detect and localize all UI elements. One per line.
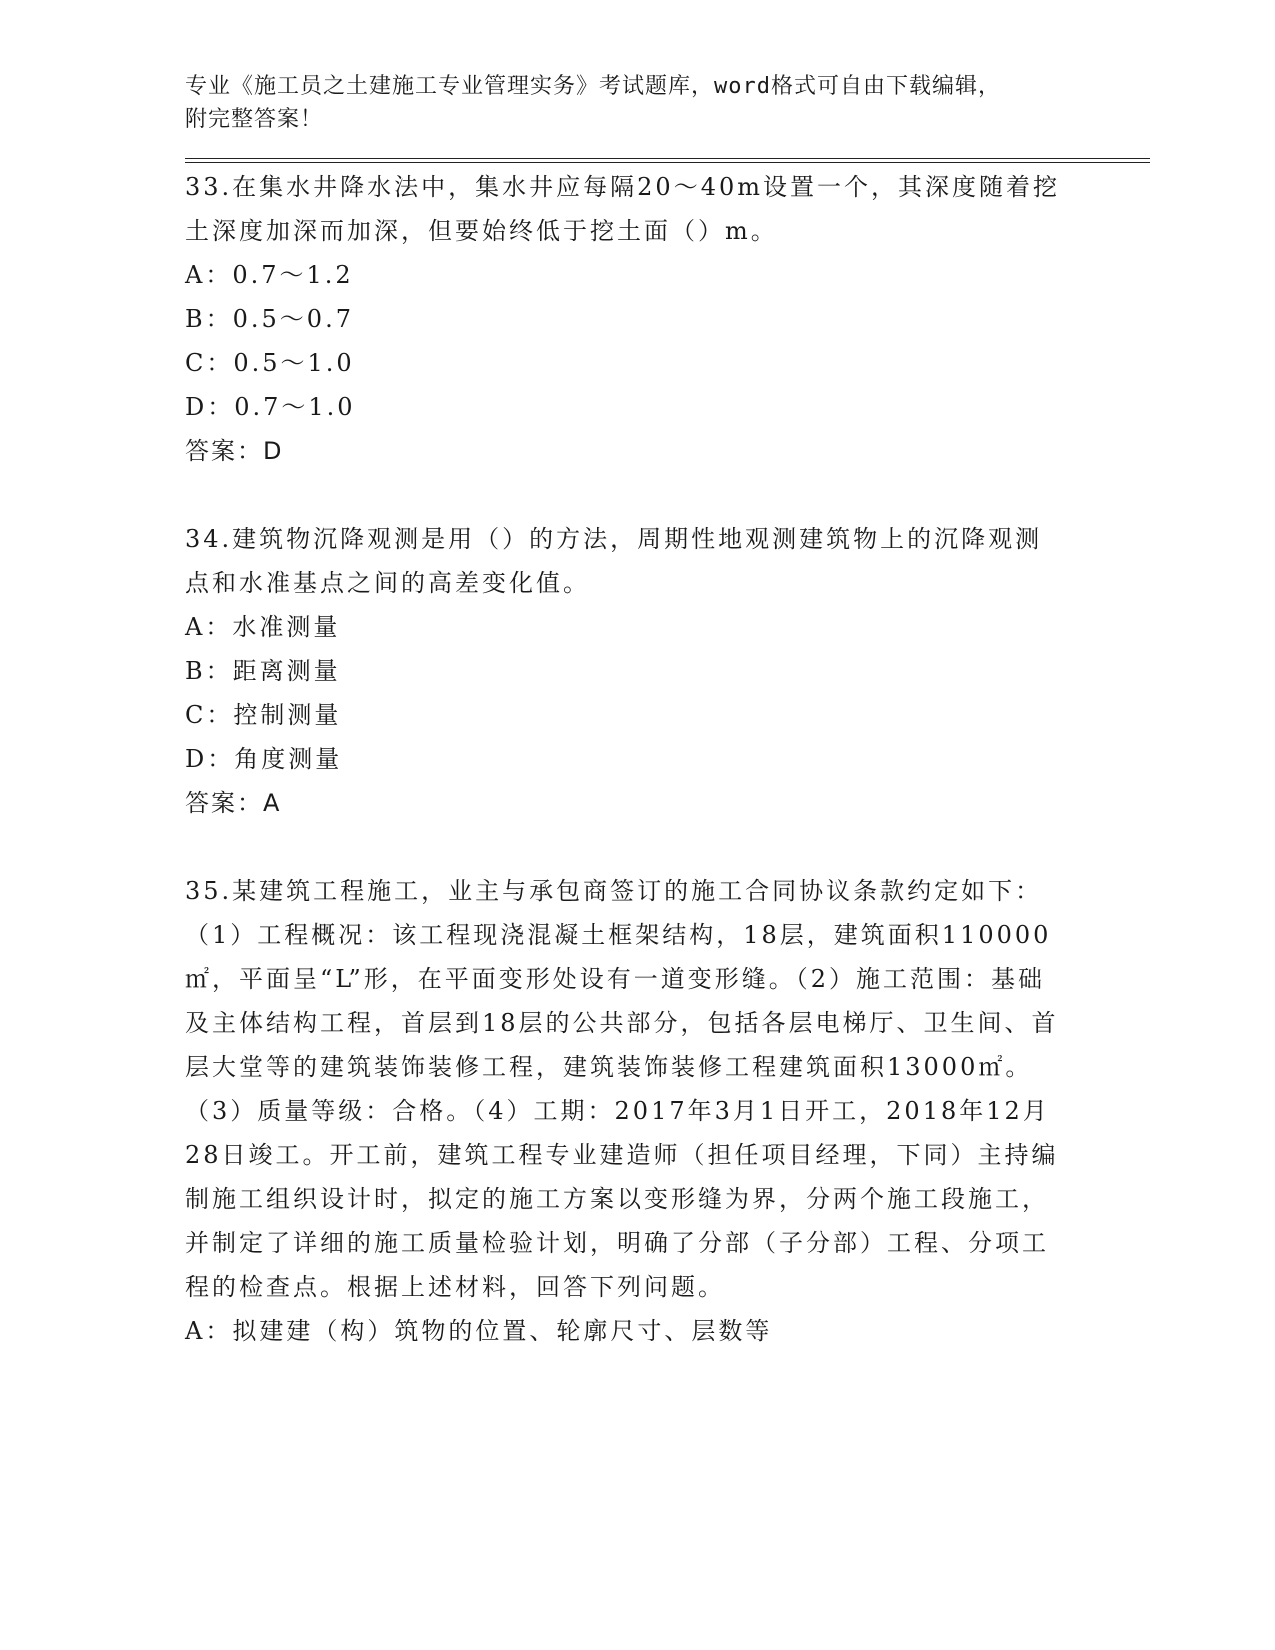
option-c: C：控制测量 [185, 701, 342, 729]
question-33 [185, 165, 1065, 473]
option-d: D：角度测量 [185, 745, 343, 773]
question-list [185, 165, 1065, 1353]
option-c: C：0.5～1.0 [185, 349, 355, 377]
question-stem: 33.在集水井降水法中，集水井应每隔20～40m设置一个，其深度随着挖土深度加深而加深，但要始终低于挖土面（）m。 [185, 173, 1061, 245]
option-a: A：0.7～1.2 [185, 261, 354, 289]
option-d: D：0.7～1.0 [185, 393, 356, 421]
question-stem: 34.建筑物沉降观测是用（）的方法，周期性地观测建筑物上的沉降观测点和水准基点之间的高差变化值。 [185, 525, 1043, 597]
option-b: B：0.5～0.7 [185, 305, 354, 333]
answer-label: 答案：A [185, 789, 282, 817]
document-page [185, 70, 1150, 1353]
option-b: B：距离测量 [185, 657, 341, 685]
document-header [185, 70, 1065, 136]
question-35 [185, 869, 1065, 1353]
header-divider [185, 158, 1150, 163]
answer-label: 答案：D [185, 437, 284, 465]
question-stem: 35.某建筑工程施工，业主与承包商签订的施工合同协议条款约定如下：（1）工程概况：该工程现浇混凝土框架结构，18层，建筑面积110000㎡，平面呈“L”形，在平面变形处设有一道变形缝。（2）施工范围：基础及主体结构工程，首层到18层的公共部分，包括各层电梯厅、卫生间、首层大堂等的建筑装饰装修工程，建筑装饰装修工程建筑面积13000㎡。（3）质量等级：合格。（4）工期：2017年3月1日开工，2018年12月28日竣工。开工前，建筑工程专业建造师（担任项目经理，下同）主持编制施工组织设计时，拟定的施工方案以变形缝为界，分两个施工段施工，并制定了详细的施工质量检验计划，明确了分部（子分部）工程、分项工程的检查点。根据上述材料，回答下列问题。 [185, 877, 1059, 1301]
question-34 [185, 517, 1065, 825]
header-line-2: 附完整答案！ [185, 107, 324, 132]
header-line-1: 专业《施工员之土建施工专业管理实务》考试题库，word格式可自由下载编辑， [185, 74, 1001, 99]
option-a: A：水准测量 [185, 613, 341, 641]
option-a: A：拟建建（构）筑物的位置、轮廓尺寸、层数等 [185, 1317, 773, 1345]
